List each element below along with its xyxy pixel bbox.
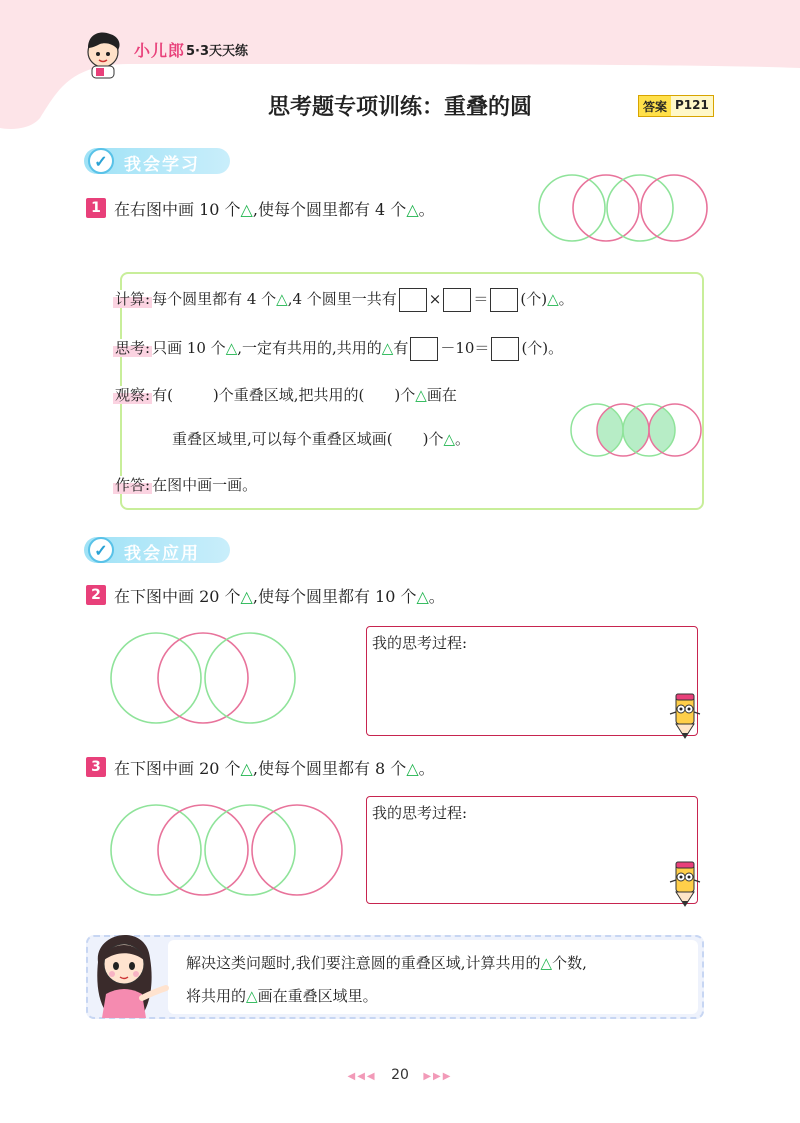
circle [205, 633, 295, 723]
answer-page-tag [638, 95, 714, 117]
triangle-icon: △ [240, 759, 253, 778]
question-2-text: 在下图中画 20 个△,使每个圆里都有 10 个△。 [114, 587, 445, 606]
brand-name: 小儿郎 [134, 41, 186, 60]
question-3-text: 在下图中画 20 个△,使每个圆里都有 8 个△。 [114, 759, 435, 778]
answer-box[interactable] [490, 288, 518, 312]
page-number-row [0, 1067, 800, 1083]
triangle-icon: △ [406, 759, 419, 778]
answer-label-tag: 作答: [115, 476, 151, 494]
circle [539, 175, 605, 241]
circle [158, 633, 248, 723]
circle [573, 175, 639, 241]
pencil-mascot-icon [668, 692, 702, 740]
triangle-icon: △ [240, 587, 253, 606]
page-title: 思考题专项训练：重叠的圆 [267, 95, 532, 120]
pencil-mascot-icon [668, 860, 702, 908]
check-icon: ✓ [88, 148, 114, 174]
triangle-icon: △ [276, 290, 288, 308]
right-arrows-icon: ▶▶▶ [423, 1071, 453, 1082]
answer-box[interactable] [399, 288, 427, 312]
think-label: 思考: [115, 339, 151, 357]
answer-page: P121 [671, 96, 713, 116]
series-name: 5·3天天练 [186, 44, 249, 59]
triangle-icon: △ [225, 339, 238, 357]
girl-mascot-icon [84, 922, 174, 1020]
q3-four-circles-figure [108, 802, 346, 898]
tip-line-1: 解决这类问题时,我们要注意圆的重叠区域,计算共用的△个数, [186, 954, 587, 972]
section-label-apply: 我会应用 [124, 544, 200, 564]
circle [641, 175, 707, 241]
circle [252, 805, 342, 895]
answer-box[interactable] [443, 288, 471, 312]
triangle-icon: △ [416, 587, 429, 606]
question-1-text: 在右图中画 10 个△,使每个圆里都有 4 个△。 [114, 200, 435, 219]
circle [158, 805, 248, 895]
circle [205, 805, 295, 895]
triangle-icon: △ [540, 954, 553, 972]
q2-three-circles-figure [108, 630, 298, 726]
hint-calc-line: 计算: 每个圆里都有 4 个△,4 个圆里一共有 × ＝ (个)△。 [113, 288, 574, 312]
question-number-2: 2 [86, 585, 106, 605]
triangle-icon: △ [246, 987, 258, 1005]
circle [607, 175, 673, 241]
circle [111, 633, 201, 723]
triangle-icon: △ [547, 290, 559, 308]
answer-box[interactable] [410, 337, 438, 361]
question-number-3: 3 [86, 757, 106, 777]
triangle-icon: △ [443, 430, 456, 448]
hint-answer-line: 作答: 在图中画一画。 [115, 476, 258, 494]
observe-label: 观察: [115, 386, 151, 404]
q2-thinking-label: 我的思考过程: [372, 634, 468, 652]
section-label-learn: 我会学习 [124, 155, 200, 175]
hint-think-line: 思考: 只画 10 个△,一定有共用的,共用的△有 －10＝ (个)。 [113, 337, 563, 361]
left-arrows-icon: ◀◀◀ [347, 1071, 377, 1082]
check-icon: ✓ [88, 537, 114, 563]
triangle-icon: △ [415, 386, 427, 404]
triangle-icon: △ [381, 339, 394, 357]
hint-observe-line-2: 重叠区域里,可以每个重叠区域画( )个△。 [172, 430, 471, 448]
boy-mascot-icon [80, 28, 126, 80]
question-number-1: 1 [86, 198, 106, 218]
page-number: 20 [391, 1067, 409, 1083]
answer-label: 答案 [643, 100, 668, 114]
tip-line-2: 将共用的△画在重叠区域里。 [186, 987, 378, 1005]
q3-thinking-label: 我的思考过程: [372, 804, 468, 822]
circle [111, 805, 201, 895]
hint-observe-line: 观察: 有( )个重叠区域,把共用的( )个△画在 [115, 386, 457, 404]
answer-box[interactable] [491, 337, 519, 361]
triangle-icon: △ [240, 200, 253, 219]
hint-overlap-figure [570, 400, 704, 460]
q1-four-circles-figure [536, 172, 710, 244]
calc-label: 计算: [115, 290, 151, 308]
triangle-icon: △ [406, 200, 419, 219]
